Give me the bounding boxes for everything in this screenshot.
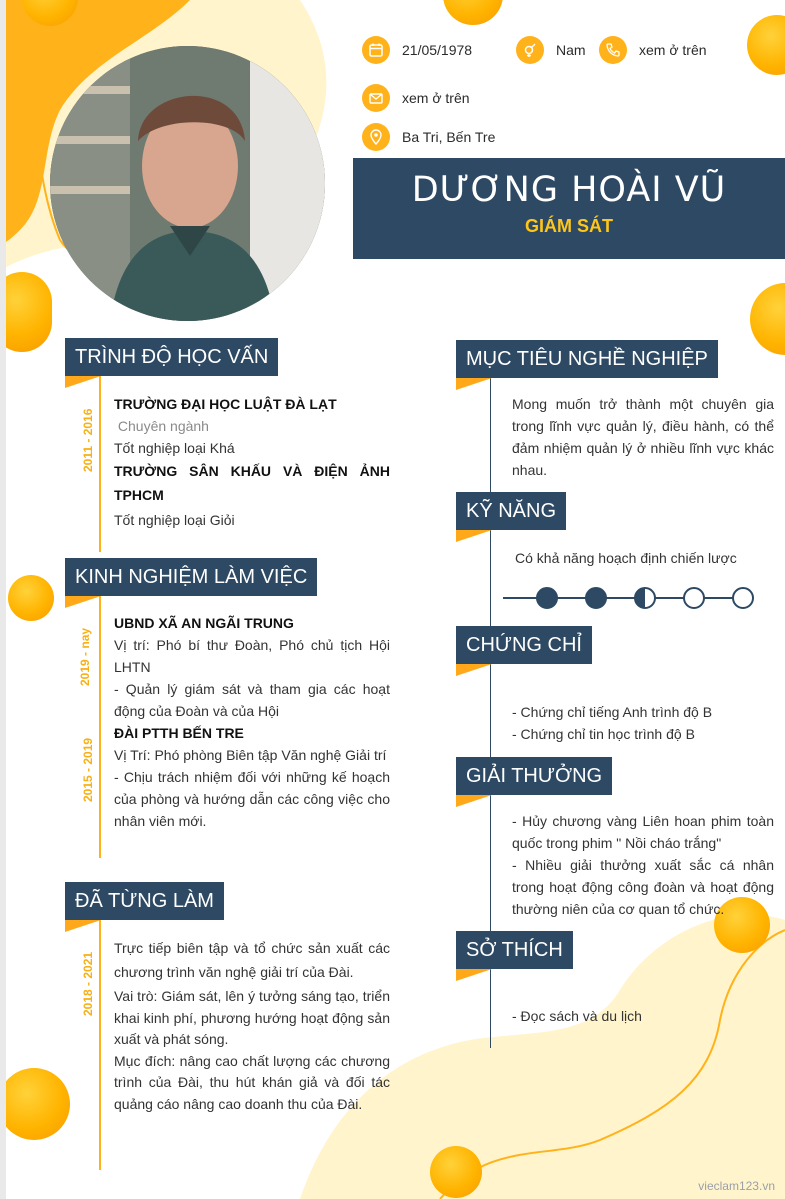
- education-school-1: TRƯỜNG ĐẠI HỌC LUẬT ĐÀ LẠT: [114, 396, 337, 412]
- phone-icon: [599, 36, 627, 64]
- deco-circle-top-center: [443, 0, 503, 25]
- past-work-timeline-line: [99, 920, 101, 1170]
- awards-heading: GIẢI THƯỞNG: [456, 757, 612, 795]
- past-work-years: 2018 - 2021: [81, 951, 95, 1016]
- past-work-heading-flag: [65, 920, 101, 932]
- candidate-name: DƯƠNG HOÀI VŨ: [411, 170, 727, 210]
- certificates-heading-flag: [456, 664, 492, 676]
- award-1: - Hủy chương vàng Liên hoan phim toàn quốc trong phim " Nồi cháo trắng": [512, 813, 774, 851]
- experience-heading-flag: [65, 596, 101, 608]
- certificate-1: - Chứng chỉ tiếng Anh trình độ B: [512, 704, 713, 720]
- skill-rating-dot-2: [585, 587, 607, 609]
- awards-heading-flag: [456, 795, 492, 807]
- hobby-1: - Đọc sách và du lịch: [512, 1008, 642, 1024]
- deco-circle-right-upper: [750, 283, 785, 355]
- objective-text: Mong muốn trở thành một chuyên gia trong lĩnh vực quản lý, điều hành, có thể đảm nhiệm quản lý ở nhiều lĩnh vực khác nhau.: [512, 396, 774, 478]
- skill-rating-dot-5: [732, 587, 754, 609]
- contact-address: [362, 123, 495, 151]
- profile-photo-illustration: [50, 46, 325, 321]
- skill-rating-dot-4: [683, 587, 705, 609]
- contact-gender: [516, 36, 586, 64]
- contact-email: [362, 84, 470, 112]
- skills-heading-flag: [456, 530, 492, 542]
- certificates-list: [512, 701, 774, 745]
- gender-text: Nam: [556, 42, 586, 58]
- address-text: Ba Tri, Bến Tre: [402, 129, 496, 145]
- education-school-2: [114, 459, 390, 507]
- education-heading-flag: [65, 376, 101, 388]
- objective-heading-flag: [456, 378, 492, 390]
- certificates-heading: CHỨNG CHỈ: [456, 626, 592, 664]
- education-major-1: [114, 415, 390, 437]
- skill-rating-dot-3: [634, 587, 656, 609]
- email-text: xem ở trên: [402, 90, 470, 106]
- name-banner: [353, 158, 785, 259]
- skill-1-label: Có khả năng hoạch định chiến lược: [515, 550, 737, 566]
- experience-job-1-years: 2019 - nay: [78, 627, 92, 686]
- education-school-2-line-2: TPHCM: [114, 487, 164, 503]
- hobbies-heading-flag: [456, 969, 492, 981]
- experience-details: [114, 612, 390, 832]
- experience-job-1-role: Vị trí: Phó bí thư Đoàn, Phó chủ tịch Hội LHTN: [114, 637, 390, 675]
- calendar-icon: [362, 36, 390, 64]
- experience-heading: KINH NGHIỆM LÀM VIỆC: [65, 558, 317, 596]
- phone-text: xem ở trên: [639, 42, 707, 58]
- contact-phone: [599, 36, 707, 64]
- experience-job-2-org: ĐÀI PTTH BẾN TRE: [114, 725, 244, 741]
- experience-timeline-line: [99, 596, 101, 858]
- experience-job-2-desc: - Chịu trách nhiệm đối với những kế hoạch của phòng và hướng dẫn các công việc cho nhân viên mới.: [114, 769, 390, 829]
- location-pin-icon: [362, 123, 390, 151]
- past-work-details: [114, 936, 390, 1115]
- profile-photo: [50, 46, 325, 321]
- job-title: GIÁM SÁT: [525, 216, 613, 236]
- experience-job-2-years: 2015 - 2019: [81, 737, 95, 802]
- watermark-text: vieclam123.vn: [698, 1179, 775, 1193]
- deco-circle-bottom-center: [430, 1146, 482, 1198]
- hobbies-list: [512, 1005, 774, 1027]
- hobbies-heading: SỞ THÍCH: [456, 931, 573, 969]
- deco-circle-top-right: [747, 15, 785, 75]
- skills-heading: KỸ NĂNG: [456, 492, 566, 530]
- page-left-edge: [0, 0, 6, 1199]
- education-school-2-line-1: TRƯỜNG SÂN KHẤU VÀ ĐIỆN ẢNH: [114, 463, 390, 479]
- education-heading: TRÌNH ĐỘ HỌC VẤN: [65, 338, 278, 376]
- past-work-heading: ĐÃ TỪNG LÀM: [65, 882, 224, 920]
- experience-job-1-desc: - Quản lý giám sát và tham gia các hoạt động của Đoàn và của Hội: [114, 681, 390, 719]
- objective-heading: MỤC TIÊU NGHỀ NGHIỆP: [456, 340, 718, 378]
- award-2: - Nhiều giải thưởng xuất sắc cá nhân trong hoạt động công đoàn và hoạt động thường niên của cơ quan tổ chức.: [512, 857, 774, 917]
- deco-circle-left-lower: [0, 1068, 70, 1140]
- experience-job-2-role: Vị Trí: Phó phòng Biên tập Văn nghệ Giải trí: [114, 747, 387, 763]
- education-years: 2011 - 2016: [81, 408, 95, 472]
- certificate-2: - Chứng chỉ tin học trình độ B: [512, 726, 695, 742]
- deco-circle-left-upper: [0, 272, 52, 352]
- past-work-paragraph-2: Vai trò: Giám sát, lên ý tưởng sáng tạo, triển khai kinh phí, phương hướng hoạt động sản xuất và phát sóng.: [114, 988, 390, 1047]
- education-timeline-line: [99, 376, 101, 552]
- experience-job-1-org: UBND XÃ AN NGÃI TRUNG: [114, 615, 294, 631]
- education-result-1: Tốt nghiệp loại Khá: [114, 440, 235, 456]
- skill-rating-dot-1: [536, 587, 558, 609]
- awards-list: [512, 810, 774, 920]
- education-major-1-text: Chuyên ngành: [117, 418, 209, 434]
- education-result-2: Tốt nghiệp loại Giỏi: [114, 512, 235, 528]
- past-work-paragraph-3: Mục đích: nâng cao chất lượng các chương trình của Đài, thu hút khán giả và đối tác quảng cáo nâng cao doanh thu của Đài.: [114, 1052, 390, 1112]
- gender-icon: [516, 36, 544, 64]
- birthday-text: 21/05/1978: [402, 42, 473, 58]
- contact-birthday: [362, 36, 472, 64]
- past-work-paragraph-1: Trực tiếp biên tập và tổ chức sản xuất các chương trình văn nghệ giải trí của Đài.: [114, 940, 390, 980]
- deco-circle-left-middle: [8, 575, 54, 621]
- email-icon: [362, 84, 390, 112]
- education-details: [114, 393, 390, 531]
